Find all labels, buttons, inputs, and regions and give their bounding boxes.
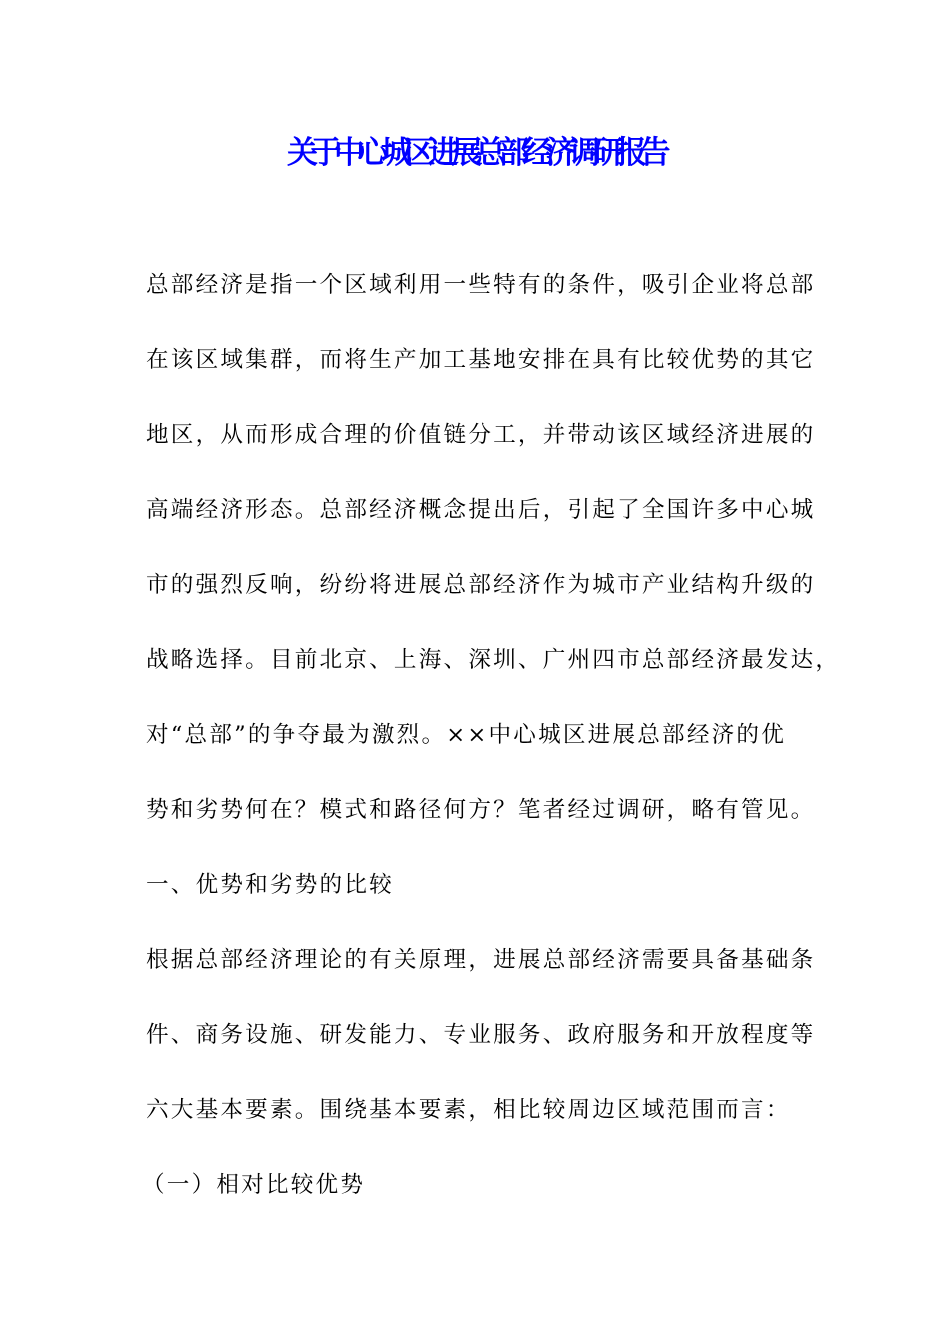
paragraph-1-line-6: 战略选择。目前北京、上海、深圳、广州四市总部经济最发达， <box>146 647 841 673</box>
paragraph-2-line-2: 件、商务设施、研发能力、专业服务、政府服务和开放程度等 <box>146 1022 816 1048</box>
paragraph-1-line-8: 势和劣势何在？模式和路径何方？笔者经过调研，略有管见。 <box>146 797 816 823</box>
paragraph-1-line-1: 总部经济是指一个区域利用一些特有的条件，吸引企业将总部 <box>146 272 816 298</box>
paragraph-2-line-1: 根据总部经济理论的有关原理，进展总部经济需要具备基础条 <box>146 947 816 973</box>
paragraph-1-line-3: 地区，从而形成合理的价值链分工，并带动该区域经济进展的 <box>146 422 816 448</box>
paragraph-2-line-3: 六大基本要素。围绕基本要素，相比较周边区域范围而言： <box>146 1097 791 1123</box>
paragraph-1-line-2: 在该区域集群，而将生产加工基地安排在具有比较优势的其它 <box>146 347 816 373</box>
paragraph-1-line-5: 市的强烈反响，纷纷将进展总部经济作为城市产业结构升级的 <box>146 572 816 598</box>
document-title: 关于中心城区进展总部经济调研报告 <box>287 135 663 171</box>
section-heading-1: 一、优势和劣势的比较 <box>146 872 394 898</box>
paragraph-1-line-4: 高端经济形态。总部经济概念提出后，引起了全国许多中心城 <box>146 497 816 523</box>
paragraph-1-line-7: 对“总部”的争夺最为激烈。××中心城区进展总部经济的优 <box>146 722 787 748</box>
subsection-heading-1: （一）相对比较优势 <box>142 1172 366 1198</box>
